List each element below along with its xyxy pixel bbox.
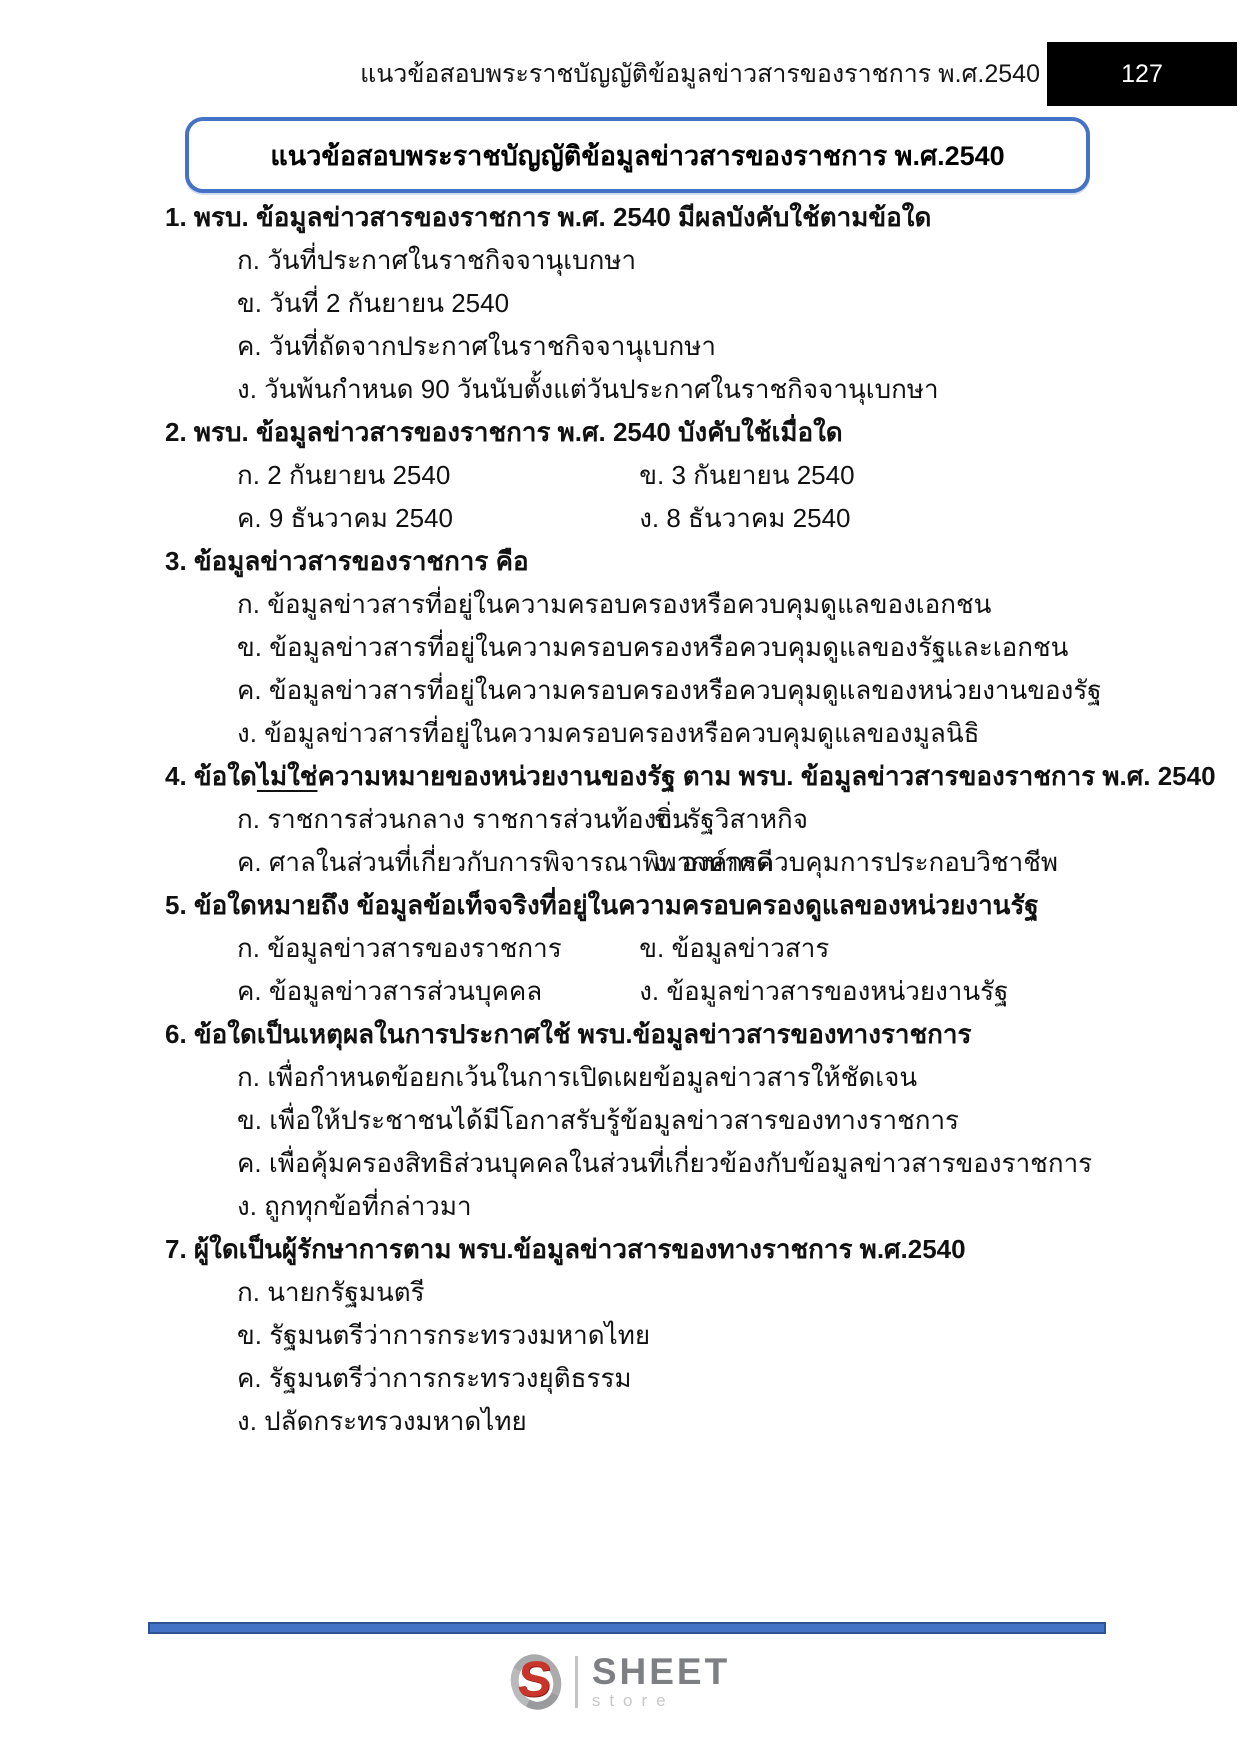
choice-2c: ค. 9 ธันวาคม 2540 [237, 503, 453, 533]
footer-divider-line [148, 1622, 1106, 1634]
page-number-badge: 127 [1047, 42, 1237, 106]
choice-row-5ab [165, 927, 1125, 970]
logo-s-letter: S [514, 1651, 555, 1707]
choice-row-4cd [165, 841, 1125, 884]
page-header [0, 42, 1241, 106]
question-1: 1. พรบ. ข้อมูลข่าวสารของราชการ พ.ศ. 2540 มีผลบังคับใช้ตามข้อใด [165, 202, 932, 232]
choice-7c: ค. รัฐมนตรีว่าการกระทรวงยุติธรรม [237, 1363, 632, 1393]
question-3: 3. ข้อมูลข่าวสารของราชการ คือ [165, 546, 529, 576]
question-5: 5. ข้อใดหมายถึง ข้อมูลข้อเท็จจริงที่อยู่ในความครอบครองดูแลของหน่วยงานรัฐ [165, 890, 1039, 920]
choice-1b: ข. วันที่ 2 กันยายน 2540 [237, 288, 510, 318]
logo-brand-text: SHEET [591, 1650, 731, 1692]
choice-2a: ก. 2 กันยายน 2540 [237, 460, 451, 490]
exam-title: แนวข้อสอบพระราชบัญญัติข้อมูลข่าวสารของราชการ พ.ศ.2540 [270, 140, 1005, 171]
question-4-prefix: 4. ข้อใด [165, 761, 257, 791]
choice-3c: ค. ข้อมูลข่าวสารที่อยู่ในความครอบครองหรือควบคุมดูแลของหน่วยงานของรัฐ [237, 675, 1102, 705]
choice-7d: ง. ปลัดกระทรวงมหาดไทย [237, 1406, 527, 1436]
logo-sub-text: store [591, 1690, 675, 1710]
logo-divider [575, 1656, 578, 1708]
question-7: 7. ผู้ใดเป็นผู้รักษาการตาม พรบ.ข้อมูลข่าวสารของทางราชการ พ.ศ.2540 [165, 1234, 966, 1264]
exam-title-box [185, 117, 1090, 193]
choice-1a: ก. วันที่ประกาศในราชกิจจานุเบกษา [237, 245, 637, 275]
choice-7b: ข. รัฐมนตรีว่าการกระทรวงมหาดไทย [237, 1320, 651, 1350]
choice-6b: ข. เพื่อให้ประชาชนได้มีโอกาสรับรู้ข้อมูลข่าวสารของทางราชการ [237, 1105, 960, 1135]
question-4-suffix: ความหมายของหน่วยงานของรัฐ ตาม พรบ. ข้อมูลข่าวสารของราชการ พ.ศ. 2540 [317, 761, 1216, 791]
choice-5d: ง. ข้อมูลข่าวสารของหน่วยงานรัฐ [639, 976, 1009, 1006]
logo-wordmark [591, 1650, 731, 1711]
question-6: 6. ข้อใดเป็นเหตุผลในการประกาศใช้ พรบ.ข้อมูลข่าวสารของทางราชการ [165, 1019, 972, 1049]
choice-2d: ง. 8 ธันวาคม 2540 [639, 503, 851, 533]
choice-5b: ข. ข้อมูลข่าวสาร [639, 933, 830, 963]
choice-3a: ก. ข้อมูลข่าวสารที่อยู่ในความครอบครองหรือควบคุมดูแลของเอกชน [237, 589, 992, 619]
choice-row-2cd [165, 497, 1125, 540]
choice-4a: ก. ราชการส่วนกลาง ราชการส่วนท้องถิ่น [237, 804, 690, 834]
choice-3b: ข. ข้อมูลข่าวสารที่อยู่ในความครอบครองหรือควบคุมดูแลของรัฐและเอกชน [237, 632, 1069, 662]
question-list [165, 196, 1216, 1443]
choice-4d: ง. องค์กรควบคุมการประกอบวิชาชีพ [654, 847, 1059, 877]
choice-6d: ง. ถูกทุกข้อที่กล่าวมา [237, 1191, 472, 1221]
choice-6c: ค. เพื่อคุ้มครองสิทธิส่วนบุคคลในส่วนที่เกี่ยวข้องกับข้อมูลข่าวสารของราชการ [237, 1148, 1093, 1178]
choice-1c: ค. วันที่ถัดจากประกาศในราชกิจจานุเบกษา [237, 331, 716, 361]
question-4 [165, 755, 1216, 798]
choice-2b: ข. 3 กันยายน 2540 [639, 460, 855, 490]
sheet-store-logo-icon [511, 1651, 561, 1710]
choice-3d: ง. ข้อมูลข่าวสารที่อยู่ในความครอบครองหรือควบคุมดูแลของมูลนิธิ [237, 718, 980, 748]
choice-7a: ก. นายกรัฐมนตรี [237, 1277, 425, 1307]
choice-row-4ab [165, 798, 1125, 841]
choice-row-2ab [165, 454, 1125, 497]
choice-5c: ค. ข้อมูลข่าวสารส่วนบุคคล [237, 976, 543, 1006]
choice-1d: ง. วันพ้นกำหนด 90 วันนับตั้งแต่วันประกาศในราชกิจจานุเบกษา [237, 374, 939, 404]
choice-5a: ก. ข้อมูลข่าวสารของราชการ [237, 933, 562, 963]
question-4-underlined: ไม่ใช่ [256, 761, 318, 791]
choice-6a: ก. เพื่อกำหนดข้อยกเว้นในการเปิดเผยข้อมูลข่าวสารให้ชัดเจน [237, 1062, 918, 1092]
running-header-title: แนวข้อสอบพระราชบัญญัติข้อมูลข่าวสารของราชการ พ.ศ.2540 [360, 60, 1040, 88]
choice-4c: ค. ศาลในส่วนที่เกี่ยวกับการพิจารณาพิพากษาคดี [237, 847, 774, 877]
question-2: 2. พรบ. ข้อมูลข่าวสารของราชการ พ.ศ. 2540 บังคับใช้เมื่อใด [165, 417, 843, 447]
choice-row-5cd [165, 970, 1125, 1013]
choice-4b: ข. รัฐวิสาหกิจ [654, 804, 808, 834]
footer-logo [0, 1642, 1241, 1722]
